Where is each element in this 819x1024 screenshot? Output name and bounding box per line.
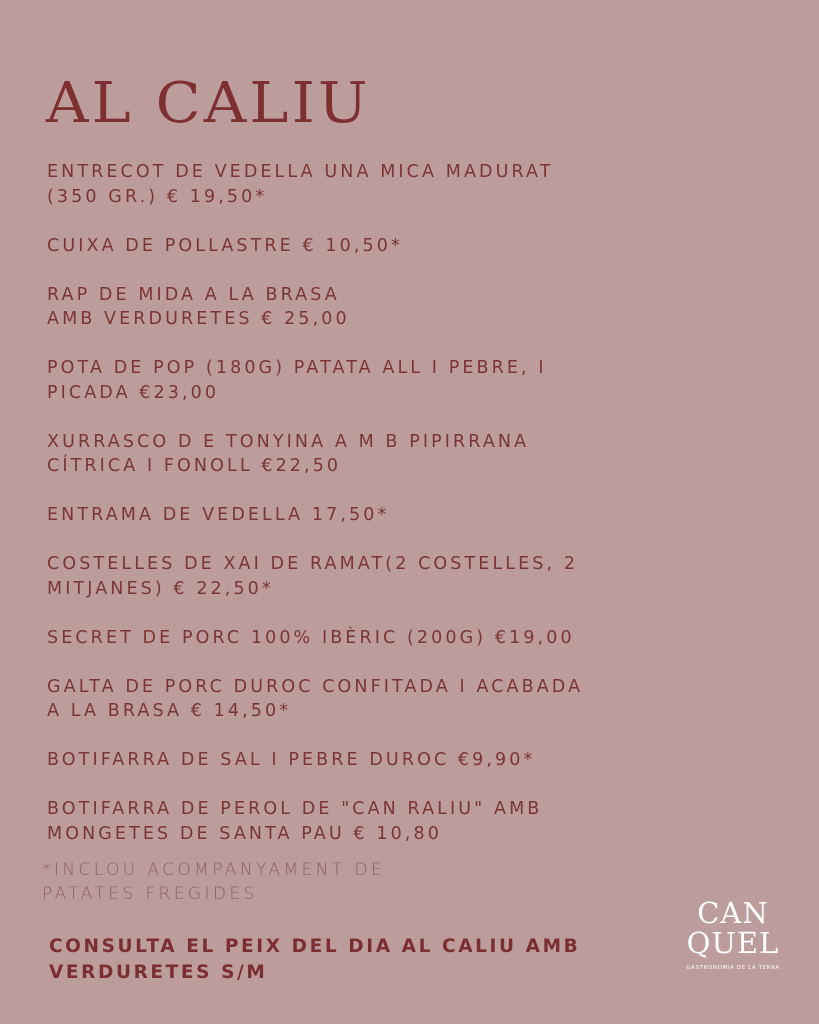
menu-item-line: RAP DE MIDA A LA BRASA xyxy=(47,284,340,305)
footnote xyxy=(42,858,385,906)
menu-item xyxy=(47,748,687,773)
menu-item-line: CUIXA DE POLLASTRE € 10,50* xyxy=(47,235,403,256)
menu-title: AL CALIU xyxy=(46,71,371,136)
logo-line-1: CAN xyxy=(697,896,769,930)
menu-item-line: MONGETES DE SANTA PAU € 10,80 xyxy=(47,823,442,844)
menu-item-line: PICADA €23,00 xyxy=(47,382,220,403)
menu-item xyxy=(47,503,687,528)
menu-item-line: (350 GR.) € 19,50* xyxy=(47,186,268,207)
menu-item-line: SECRET DE PORC 100% IBÈRIC (200G) €19,00 xyxy=(47,627,575,648)
menu-item-line: A LA BRASA € 14,50* xyxy=(47,701,292,721)
footnote-line: PATATES FREGIDES xyxy=(42,884,258,904)
consulta-line: VERDURETES S/M xyxy=(49,962,268,983)
menu-item xyxy=(47,160,687,209)
logo-line-2: QUEL xyxy=(686,926,780,960)
footnote-line: *INCLOU ACOMPANYAMENT DE xyxy=(42,860,385,880)
menu-item xyxy=(47,552,687,601)
logo-tagline: GASTRONOMIA DE LA TERRA xyxy=(686,965,780,971)
menu-item-line: CÍTRICA I FONOLL €22,50 xyxy=(47,456,342,476)
menu-item-line: POTA DE POP (180G) PATATA ALL I PEBRE, I xyxy=(47,358,547,378)
menu-item-line: ENTRECOT DE VEDELLA UNA MICA MADURAT xyxy=(47,162,554,182)
menu-item-line: XURRASCO D E TONYINA A M B PIPIRRANA xyxy=(47,431,530,452)
menu-item-line: COSTELLES DE XAI DE RAMAT(2 COSTELLES, 2 xyxy=(47,554,579,574)
menu-item xyxy=(47,797,687,846)
menu-item xyxy=(47,430,687,479)
menu-items xyxy=(47,160,687,871)
menu-item xyxy=(47,675,687,724)
menu-item xyxy=(47,283,687,332)
menu-item xyxy=(47,356,687,405)
restaurant-logo xyxy=(678,898,788,971)
menu-item xyxy=(47,234,687,259)
fish-of-the-day-note xyxy=(49,934,580,986)
menu-item-line: BOTIFARRA DE PEROL DE "CAN RALIU" AMB xyxy=(47,799,543,819)
menu-item-line: AMB VERDURETES € 25,00 xyxy=(47,309,350,329)
menu-item-line: MITJANES) € 22,50* xyxy=(47,578,274,599)
menu-item-line: ENTRAMA DE VEDELLA 17,50* xyxy=(47,505,390,525)
menu-item-line: BOTIFARRA DE SAL I PEBRE DUROC €9,90* xyxy=(47,750,536,770)
menu-item xyxy=(47,626,687,651)
menu-item-line: GALTA DE PORC DUROC CONFITADA I ACABADA xyxy=(47,676,584,697)
consulta-line: CONSULTA EL PEIX DEL DIA AL CALIU AMB xyxy=(49,936,581,957)
